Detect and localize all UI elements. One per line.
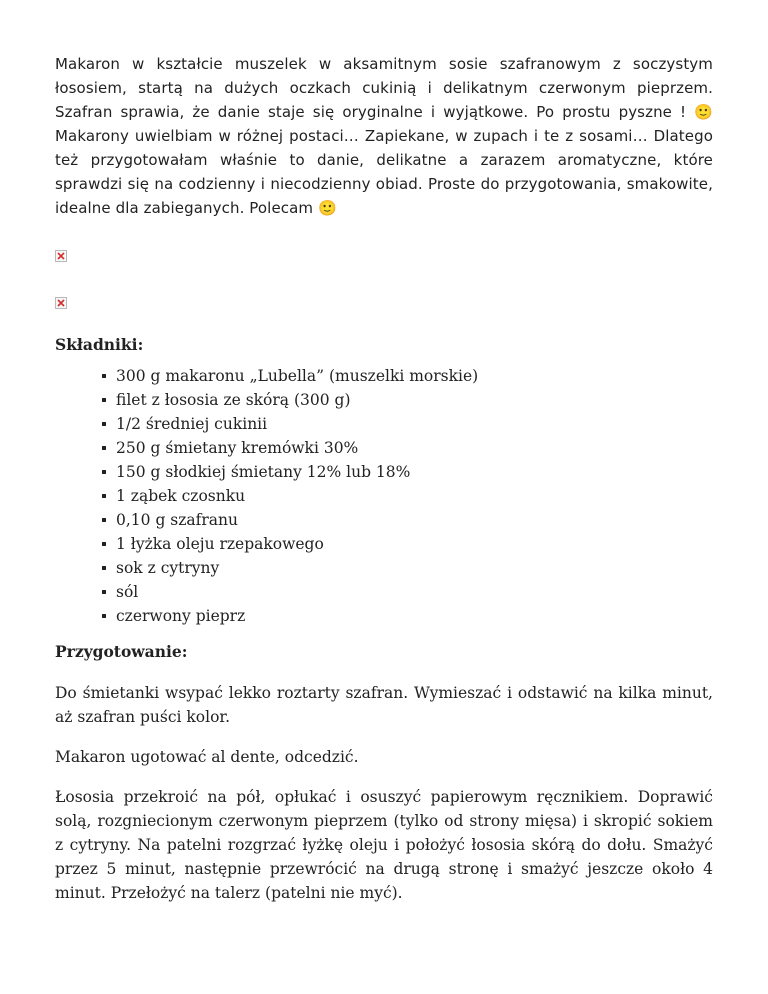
bullet-icon — [102, 590, 106, 594]
bullet-icon — [102, 566, 106, 570]
list-item: czerwony pieprz — [102, 604, 713, 628]
bullet-icon — [102, 614, 106, 618]
ingredients-list — [55, 364, 713, 628]
list-item: 1/2 średniej cukinii — [102, 412, 713, 436]
preparation-step-2: Makaron ugotować al dente, odcedzić. — [55, 748, 359, 766]
list-item: 250 g śmietany kremówki 30% — [102, 436, 713, 460]
bullet-icon — [102, 398, 106, 402]
list-item: 300 g makaronu „Lubella” (muszelki morskie) — [102, 364, 713, 388]
list-item: sól — [102, 580, 713, 604]
list-item: sok z cytryny — [102, 556, 713, 580]
broken-image-icon — [55, 297, 67, 309]
bullet-icon — [102, 422, 106, 426]
bullet-icon — [102, 494, 106, 498]
recipe-image-2 — [55, 293, 713, 313]
intro-paragraph: Makaron w kształcie muszelek w aksamitnym sosie szafranowym z soczystym łososiem, startą na dużych oczkach cukinią i delikatnym czerwonym pieprzem. Szafran sprawia, że danie staje się oryginalne i wyjątkowe. Po prostu pyszne ! 🙂 Makarony uwielbiam w różnej postaci… Zapiekane, w zupach i te z sosami… Dlatego też przygotowałam właśnie to danie, delikatne a zarazem aromatyczne, które sprawdzi się na codzienny i niecodzienny obiad. Proste do przygotowania, smakowite, idealne dla zabieganych. Polecam 🙂 — [55, 55, 713, 217]
bullet-icon — [102, 374, 106, 378]
preparation-step-1: Do śmietanki wsypać lekko roztarty szafran. Wymieszać i odstawić na kilka minut, aż szafran puści kolor. — [55, 684, 713, 726]
list-item: 1 łyżka oleju rzepakowego — [102, 532, 713, 556]
bullet-icon — [102, 446, 106, 450]
bullet-icon — [102, 542, 106, 546]
bullet-icon — [102, 518, 106, 522]
broken-image-icon — [55, 250, 67, 262]
ingredients-heading: Składniki: — [55, 335, 144, 354]
bullet-icon — [102, 470, 106, 474]
preparation-heading: Przygotowanie: — [55, 642, 188, 661]
preparation-step-3: Łososia przekroić na pół, opłukać i osuszyć papierowym ręcznikiem. Doprawić solą, rozgniecionym czerwonym pieprzem (tylko od strony mięsa) i skropić sokiem z cytryny. Na patelni rozgrzać łyżkę oleju i położyć łososia skórą do dołu. Smażyć przez 5 minut, następnie przewrócić na drugą stronę i smażyć jeszcze około 4 minut. Przełożyć na talerz (patelni nie myć). — [55, 788, 713, 902]
list-item: 0,10 g szafranu — [102, 508, 713, 532]
list-item: 150 g słodkiej śmietany 12% lub 18% — [102, 460, 713, 484]
list-item: 1 ząbek czosnku — [102, 484, 713, 508]
recipe-image-1 — [55, 246, 713, 266]
list-item: filet z łososia ze skórą (300 g) — [102, 388, 713, 412]
